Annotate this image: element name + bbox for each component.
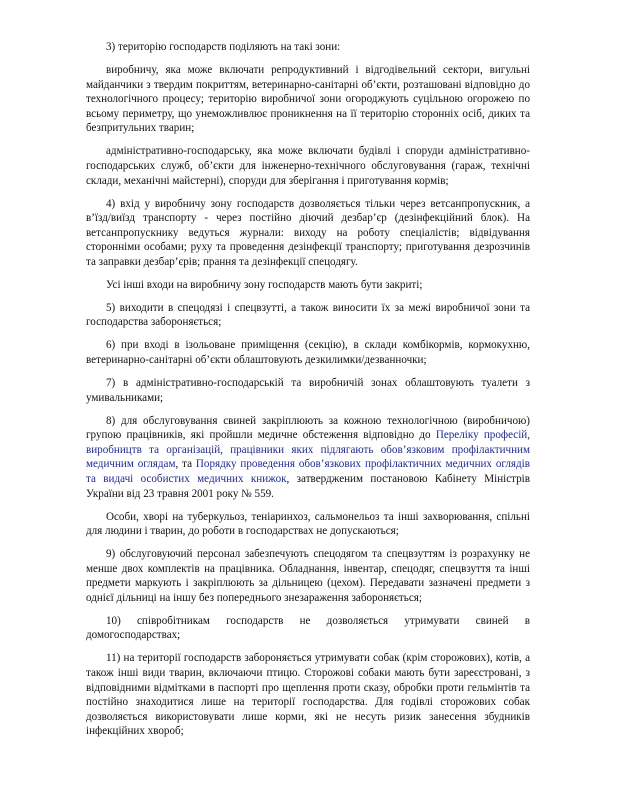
paragraph-text: виробничу, яка може включати репродуктивний і відгодівельний сектори, вигульні майданчики з твердим покриттям, ветеринарно-санітарні об’єкти, розташовані відповідно до технологічного процесу; територію виробничої зони огороджують суцільною огорожею по всьому периметру, що унеможливлює проникнення на її територію сторонніх осіб, диких та безпритульних тварин; [86,63,530,135]
paragraph-admin-zone [86,144,530,188]
paragraph-item-8 [86,414,530,502]
paragraph-item-11 [86,651,530,739]
document-page [86,40,530,739]
paragraph-item-4-entry [86,197,530,270]
paragraph-text: 11) на території господарств забороняється утримувати собак (крім сторожових), котів, а також інші види тварин, включаючи птицю. Сторожові собаки мають бути зареєстровані, з відповідними відмітками в паспорті про щеплення проти сказу, обробки проти гельмінтів та постійно знаходитися лише на території господарства. Для годівлі сторожових собак дозволяється використовувати лише корми, які не несуть ризик занесення збудників інфекційних хвороб; [86,652,530,738]
paragraph-zones-intro [86,40,530,55]
paragraph-text: 9) обслуговуючий персонал забезпечують спецодягом та спецвзуттям із розрахунку не менше двох комплектів на працівника. Обладнання, інвентар, спецодяг, спецвзуття та інші предмети маркують і закріплюють за дільницею (цехом). Передавати зазначені предмети з однієї дільниці на іншу без попереднього знезараження забороняється; [86,548,530,604]
paragraph-sick-persons [86,510,530,539]
link-medical-exam-procedure[interactable]: Порядку проведення обов’язкових профілактичних медичних оглядів та видачі особистих медичних книжок [86,458,530,485]
paragraph-text: 5) виходити в спецодязі і спецвзутті, а також виносити їх за межі виробничої зони та господарства забороняється; [86,301,530,329]
paragraph-text: адміністративно-господарську, яка може включати будівлі і споруди адміністративно-господарських служб, об’єкти для інженерно-технічного обслуговування (гараж, технічні склади, механічні майстерні), споруди для зберігання і приготування кормів; [86,145,530,187]
paragraph-item-7 [86,376,530,405]
link-professions-list[interactable]: Переліку професій, виробництв та організацій, працівники яких підлягають обов’язковим профілактичним медичним оглядам [86,429,530,471]
paragraph-production-zone [86,63,530,136]
paragraph-text: 6) при вході в ізольоване приміщення (секцію), в склади комбікормів, кормокухню, ветеринарно-санітарні об’єкти облаштовують дезкилимки/дезванночки; [86,339,530,367]
paragraph-text: 7) в адміністративно-господарській та виробничій зонах облаштовують туалети з умивальниками; [86,377,530,404]
paragraph-item-6 [86,338,530,367]
paragraph-item-9 [86,547,530,605]
paragraph-item-10 [86,614,530,643]
paragraph-text: Особи, хворі на туберкульоз, теніаринхоз, сальмонельоз та інші захворювання, спільні для людини і тварин, до роботи в господарствах не допускаються; [86,510,530,538]
paragraph-text: 4) вхід у виробничу зону господарств дозволяється тільки через ветсанпропускник, а в’їзд/виїзд транспорту - через постійно діючий дезбар’єр (дезінфекційний блок). На ветсанпропускнику ведуться журнали: виходу на роботу спеціалістів; відвідування сторонніми особами; руху та проведення дезінфекції транспорту; приготування дезрозчинів та заправки дезбар’єрів; прання та дезінфекції спецодягу. [86,197,530,268]
paragraph-text: Усі інші входи на виробничу зону господарств мають бути закриті; [106,278,423,291]
paragraph-other-entrances [86,278,530,293]
paragraph-item-5 [86,301,530,330]
paragraph-text: 10) співробітникам господарств не дозволяється утримувати свиней в домогосподарствах; [86,614,530,642]
paragraph-text: , затвердженим постановою Кабінету Міністрів України від 23 травня 2001 року № 559. [86,472,530,500]
paragraph-text: 8) для обслуговування свиней закріплюють за кожною технологічною (виробничою) групою працівників, які пройшли медичне обстеження відповідно до [86,414,530,442]
paragraph-text: 3) територію господарств поділяють на такі зони: [106,41,341,53]
paragraph-text: , та [175,458,196,471]
